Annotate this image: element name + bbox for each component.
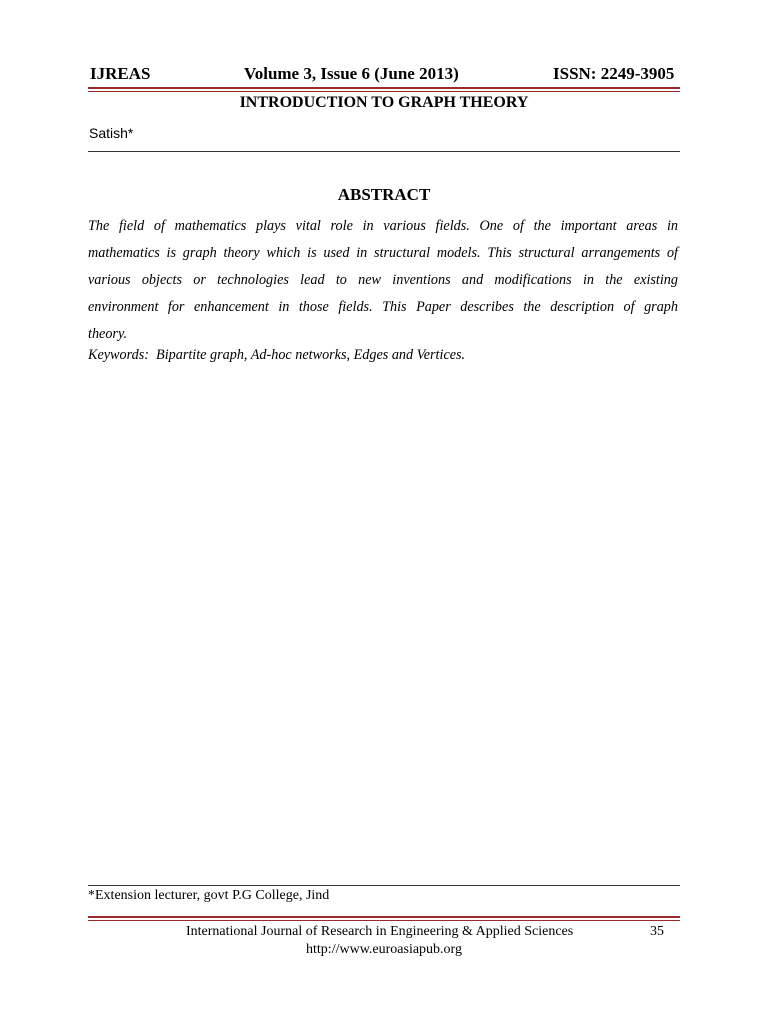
journal-abbrev: IJREAS [90,64,151,83]
page-number: 35 [650,924,664,939]
abstract-line: The field of mathematics plays vital role in various fields. One of the important areas in [88,218,678,234]
volume-issue: Volume 3, Issue 6 (June 2013) [244,64,459,83]
footnote-divider [88,885,680,886]
footer-rule [88,916,680,918]
abstract-text [88,213,678,348]
header-rule-thin [88,91,680,92]
abstract-line: mathematics is graph theory which is used in structural models. This structural arrangements of [88,245,678,261]
author-divider [88,151,680,152]
footer-rule-thin [88,920,680,921]
header-rule [88,87,680,89]
author-name: Satish* [89,125,134,141]
abstract-heading: ABSTRACT [337,185,431,204]
abstract-line: environment for enhancement in those fields. This Paper describes the description of graph [88,299,678,315]
footer-journal-name: International Journal of Research in Engineering & Applied Sciences [186,924,574,939]
author-footnote: *Extension lecturer, govt P.G College, Jind [88,888,330,903]
footer-url[interactable]: http://www.euroasiapub.org [306,942,462,957]
keywords: Keywords: Bipartite graph, Ad-hoc networks, Edges and Vertices. [88,347,466,363]
paper-title: INTRODUCTION TO GRAPH THEORY [239,94,529,111]
abstract-line: theory. [88,326,128,342]
abstract-line: various objects or technologies lead to new inventions and modifications in the existing [88,272,678,288]
issn: ISSN: 2249-3905 [553,64,675,83]
